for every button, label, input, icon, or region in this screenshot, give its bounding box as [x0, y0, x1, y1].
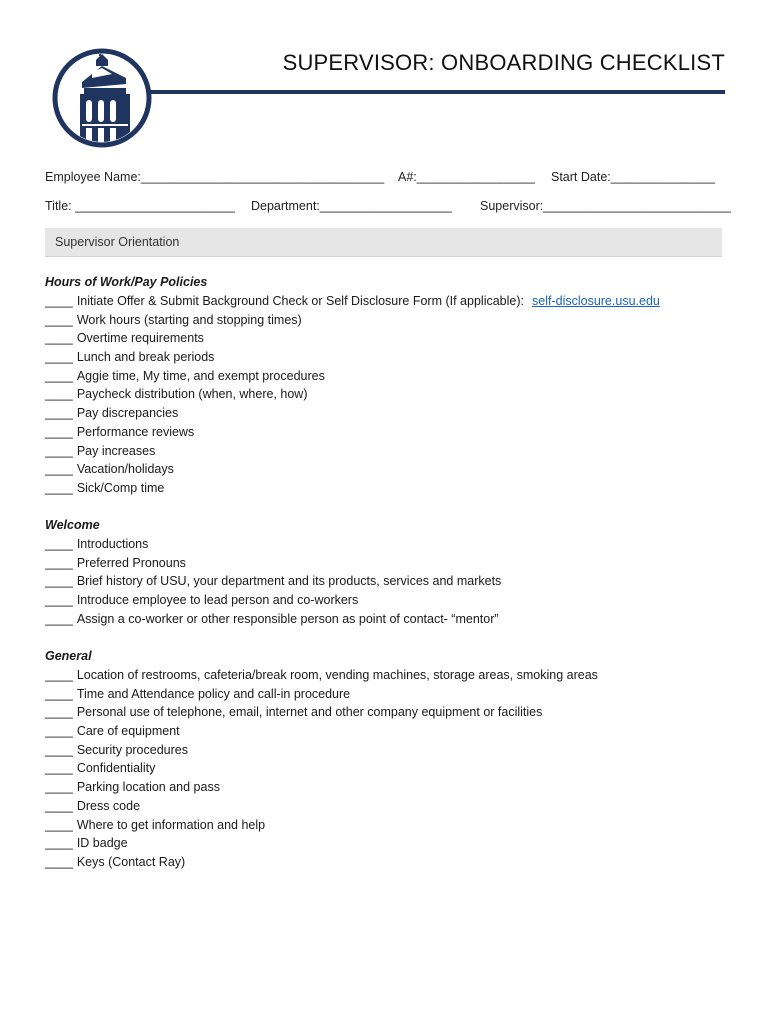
- title-field[interactable]: Title: _______________________: [45, 199, 235, 213]
- checklist-item: [45, 722, 735, 741]
- checkbox-blank[interactable]: ____: [45, 724, 73, 739]
- checklist-item-label: Pay increases: [76, 443, 156, 458]
- start-date-field[interactable]: Start Date:_______________: [551, 170, 716, 184]
- checklist-item-label: Aggie time, My time, and exempt procedures: [76, 368, 325, 383]
- checkbox-blank[interactable]: ____: [45, 593, 73, 608]
- checkbox-blank[interactable]: ____: [45, 443, 73, 458]
- checklist-item-label: Lunch and break periods: [76, 350, 215, 365]
- header-divider: [150, 90, 725, 94]
- checklist-item-label: Keys (Contact Ray): [76, 854, 186, 869]
- section-heading: Welcome: [45, 518, 100, 533]
- checklist-item: [45, 741, 735, 760]
- checkbox-blank[interactable]: ____: [45, 668, 73, 682]
- checklist-item-label: Brief history of USU, your department and its products, services and markets: [76, 574, 502, 589]
- checkbox-blank[interactable]: ____: [45, 424, 73, 439]
- checklist-item: [45, 367, 735, 386]
- checklist-section: [45, 516, 735, 628]
- checklist-section: [45, 273, 735, 498]
- checklist-item: [45, 460, 735, 479]
- checklist-item-label: Personal use of telephone, email, internet and other company equipment or facilities: [76, 705, 543, 720]
- checkbox-blank[interactable]: ____: [45, 817, 73, 832]
- checklist-item: [45, 572, 735, 591]
- checklist-item-label: Preferred Pronouns: [76, 555, 186, 570]
- checklist-item-label: Where to get information and help: [76, 817, 266, 832]
- checklist-item-label: Assign a co-worker or other responsible person as point of contact- “mentor”: [76, 611, 499, 626]
- checklist-item: [45, 834, 735, 853]
- checklist-item: [45, 685, 735, 704]
- checklist-item-label: Introductions: [76, 537, 149, 552]
- checklist-item: [45, 816, 735, 835]
- checklist-item-label: Parking location and pass: [76, 780, 220, 795]
- checklist-item: [45, 385, 735, 404]
- checklist-item: [45, 778, 735, 797]
- checklist-content: [45, 273, 735, 890]
- checklist-item: [45, 666, 735, 685]
- checklist-item-label: Overtime requirements: [76, 331, 204, 346]
- checklist-section: [45, 647, 735, 872]
- checkbox-blank[interactable]: ____: [45, 480, 73, 495]
- checkbox-blank[interactable]: ____: [45, 761, 73, 776]
- section-heading: Hours of Work/Pay Policies: [45, 275, 208, 289]
- checklist-item: [45, 535, 735, 554]
- checklist-item-label: Location of restrooms, cafeteria/break room, vending machines, storage areas, smoking areas: [76, 668, 598, 682]
- checkbox-blank[interactable]: ____: [45, 854, 73, 869]
- checklist-item-label: Confidentiality: [76, 761, 156, 776]
- department-field[interactable]: Department:___________________: [251, 199, 452, 213]
- checklist-item: [45, 348, 735, 367]
- checklist-item-label: Dress code: [76, 798, 141, 813]
- checkbox-blank[interactable]: ____: [45, 686, 73, 701]
- checkbox-blank[interactable]: ____: [45, 742, 73, 757]
- checkbox-blank[interactable]: ____: [45, 836, 73, 851]
- checklist-item: [45, 853, 735, 872]
- checklist-item-label: Work hours (starting and stopping times): [76, 312, 302, 327]
- checklist-item-label: Introduce employee to lead person and co-workers: [76, 593, 359, 608]
- checkbox-blank[interactable]: ____: [45, 462, 73, 477]
- checkbox-blank[interactable]: ____: [45, 368, 73, 383]
- checklist-item: [45, 479, 735, 498]
- checkbox-blank[interactable]: ____: [45, 798, 73, 813]
- checkbox-blank[interactable]: ____: [45, 294, 73, 308]
- checkbox-blank[interactable]: ____: [45, 312, 73, 327]
- checklist-item: [45, 759, 735, 778]
- checklist-item: [45, 554, 735, 573]
- checklist-item-label: Initiate Offer & Submit Background Check or Self Disclosure Form (If applicable):: [76, 294, 524, 308]
- section-band-label: Supervisor Orientation: [55, 235, 180, 249]
- checklist-item: [45, 311, 735, 330]
- checkbox-blank[interactable]: ____: [45, 611, 73, 626]
- checklist-item-label: ID badge: [76, 836, 128, 851]
- checklist-item: [45, 292, 735, 311]
- section-heading: General: [45, 649, 92, 663]
- checkbox-blank[interactable]: ____: [45, 331, 73, 346]
- supervisor-field[interactable]: Supervisor:___________________________: [480, 199, 731, 213]
- checklist-item: [45, 423, 735, 442]
- checkbox-blank[interactable]: ____: [45, 406, 73, 421]
- checkbox-blank[interactable]: ____: [45, 387, 73, 402]
- checklist-item-label: Performance reviews: [76, 424, 195, 439]
- self-disclosure-link[interactable]: self-disclosure.usu.edu: [532, 294, 660, 308]
- checklist-item: [45, 703, 735, 722]
- checklist-item-label: Paycheck distribution (when, where, how): [76, 387, 308, 402]
- checkbox-blank[interactable]: ____: [45, 555, 73, 570]
- university-tower-logo-icon: [52, 48, 152, 148]
- checklist-item: [45, 610, 735, 629]
- a-number-field[interactable]: A#:_________________: [398, 170, 535, 184]
- checklist-item: [45, 442, 735, 461]
- employee-name-field[interactable]: Employee Name:___________________________________: [45, 170, 385, 184]
- checkbox-blank[interactable]: ____: [45, 537, 73, 552]
- checkbox-blank[interactable]: ____: [45, 350, 73, 365]
- page-title: SUPERVISOR: ONBOARDING CHECKLIST: [282, 50, 725, 75]
- checklist-item-label: Sick/Comp time: [76, 480, 165, 495]
- checkbox-blank[interactable]: ____: [45, 705, 73, 720]
- checklist-item-label: Care of equipment: [76, 724, 180, 739]
- checklist-item-label: Pay discrepancies: [76, 406, 179, 421]
- checkbox-blank[interactable]: ____: [45, 574, 73, 589]
- checklist-item-label: Security procedures: [76, 742, 188, 757]
- checklist-item: [45, 329, 735, 348]
- checklist-item: [45, 404, 735, 423]
- checklist-item: [45, 591, 735, 610]
- checkbox-blank[interactable]: ____: [45, 780, 73, 795]
- checklist-item-label: Time and Attendance policy and call-in procedure: [76, 686, 351, 701]
- checklist-item: [45, 797, 735, 816]
- section-band: [45, 228, 722, 257]
- checklist-item-label: Vacation/holidays: [76, 462, 174, 477]
